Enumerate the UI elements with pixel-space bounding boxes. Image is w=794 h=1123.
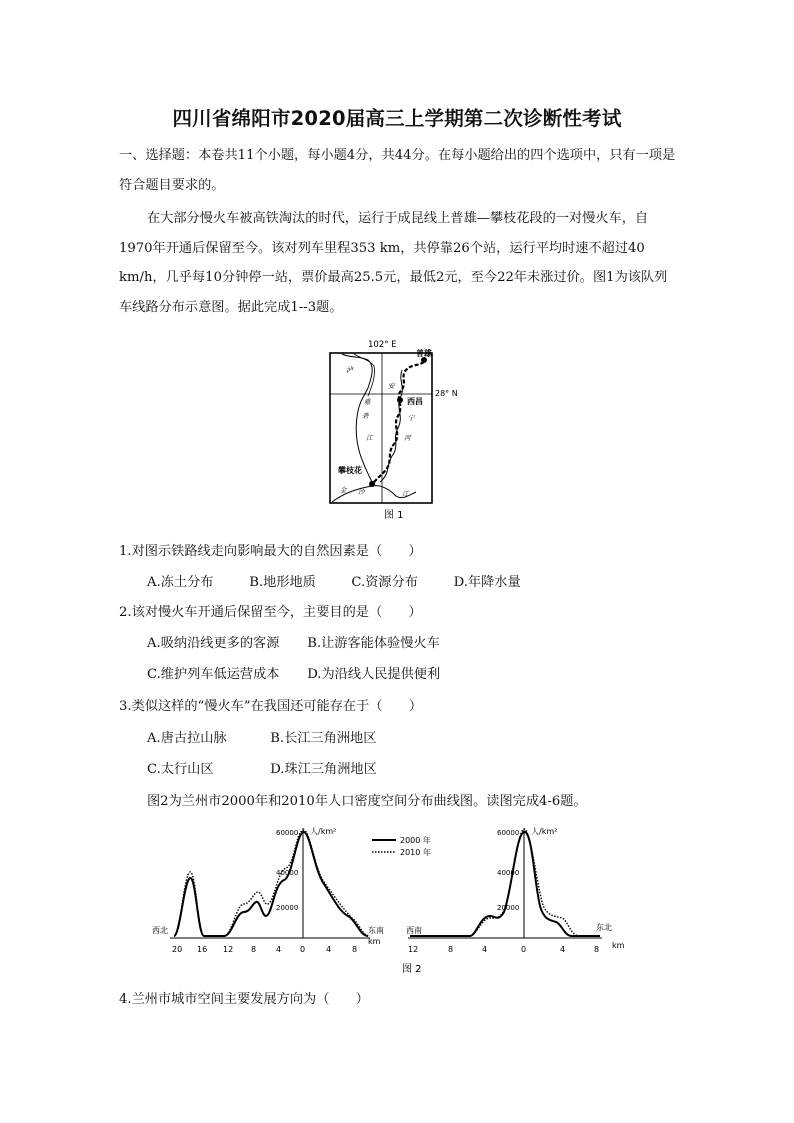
place-xichang: 西昌 <box>407 397 423 406</box>
question-3-options-row1 <box>147 727 376 746</box>
left-curve-2010 <box>174 830 370 936</box>
river-char-4: 雅 <box>364 398 371 406</box>
place-panzhihua: 攀枝花 <box>338 466 362 475</box>
left-xtick-16: 16 <box>197 945 208 954</box>
question-1-stem: 1.对图示铁路线走向影响最大的自然因素是（ ） <box>119 544 422 559</box>
q3-option-a[interactable]: A.唐古拉山脉 <box>147 731 227 746</box>
longitude-label: 102° E <box>368 340 397 350</box>
right-curve-2000 <box>410 832 600 936</box>
latitude-label: 28° N <box>435 389 458 398</box>
left-xtick-12: 12 <box>223 945 234 954</box>
left-xtick-0: 0 <box>300 945 306 954</box>
right-curve-2010 <box>410 829 600 936</box>
river-char-2: 宁 <box>408 414 415 422</box>
left-x-unit: km <box>368 937 381 946</box>
right-ytick-40000: 40000 <box>497 869 520 877</box>
right-xtick-4: 4 <box>482 945 488 954</box>
right-xtick-12: 12 <box>408 945 419 954</box>
left-xtick-20: 20 <box>172 945 183 954</box>
river-char-8: 沙 <box>358 488 365 496</box>
river-char-3: 河 <box>404 434 411 442</box>
xichang-station-marker <box>397 397 403 403</box>
q1-option-d[interactable]: D.年降水量 <box>453 575 521 590</box>
right-ytick-20000: 20000 <box>497 904 520 912</box>
river-char-9: 江 <box>402 490 409 498</box>
q1-option-b[interactable]: B.地形地质 <box>249 575 316 590</box>
q3-option-c[interactable]: C.太行山区 <box>147 762 214 777</box>
river-char-7: 金 <box>340 486 347 494</box>
question-2-options-row2 <box>147 663 440 682</box>
left-xtick-8r: 8 <box>352 945 358 954</box>
question-1-options <box>147 571 521 590</box>
right-x-unit: km <box>612 941 625 950</box>
right-xtick-8: 8 <box>448 945 454 954</box>
question-4-stem: 4.兰州市城市空间主要发展方向为（ ） <box>119 992 369 1007</box>
place-puxiong: 普雄 <box>416 349 432 358</box>
left-dir-east: 东南 <box>368 926 384 935</box>
q2-option-a[interactable]: A.吸纳沿线更多的客源 <box>147 636 280 651</box>
lake-label: 泸 <box>346 366 353 374</box>
right-xtick-8r: 8 <box>594 945 600 954</box>
question-3-stem: 3.类似这样的“慢火车”在我国还可能存在于（ ） <box>119 699 423 714</box>
q1-option-a[interactable]: A.冻土分布 <box>147 575 214 590</box>
q3-option-b[interactable]: B.长江三角洲地区 <box>270 731 377 746</box>
river-char-1: 安 <box>388 382 395 390</box>
q2-option-c[interactable]: C.维护列车低运营成本 <box>147 667 280 682</box>
right-xtick-0: 0 <box>521 945 527 954</box>
left-ylabel: 人/km² <box>310 827 337 836</box>
figure-2-caption: 图 2 <box>402 964 422 975</box>
left-ytick-40000: 40000 <box>276 869 299 877</box>
passage-1: 在大部分慢火车被高铁淘汰的时代，运行于成昆线上普雄—攀枝花段的一对慢火车，自1970年开通后保留至今。该对列车里程353 km，共停靠26个站，运行平均时速不超过40 km/h，几乎每10分钟停一站，票价最高25.5元，最低2元，至今22年未涨过价。图1为该队列车线路分布示意图。据此完成1--3题。 <box>119 211 668 315</box>
river-char-5: 砻 <box>362 412 369 420</box>
figure-1-caption: 图 1 <box>384 510 404 521</box>
left-dir-west: 西北 <box>152 926 168 935</box>
question-3-options-row2 <box>147 758 377 777</box>
page-title: 四川省绵阳市2020届高三上学期第二次诊断性考试 <box>172 107 622 130</box>
section-intro: 一、选择题：本卷共11个小题，每小题4分，共44分。在每小题给出的四个选项中，只有一项是符合题目要求的。 <box>119 148 676 193</box>
q2-option-b[interactable]: B.让游客能体验慢火车 <box>307 636 440 651</box>
question-2-options-row1 <box>147 632 440 651</box>
railway-line <box>370 362 424 486</box>
left-xtick-8: 8 <box>251 945 257 954</box>
panzhihua-station-marker <box>369 481 375 487</box>
q3-option-d[interactable]: D.珠江三角洲地区 <box>270 762 377 777</box>
right-xtick-4r: 4 <box>560 945 566 954</box>
right-dir-west: 西南 <box>406 926 422 935</box>
left-curve-2000 <box>174 832 368 936</box>
q2-option-d[interactable]: D.为沿线人民提供便利 <box>307 667 441 682</box>
right-dir-east: 东北 <box>596 923 612 932</box>
left-ytick-60000: 60000 <box>276 829 299 837</box>
left-xtick-4: 4 <box>276 945 282 954</box>
figure-2-density-curves <box>140 820 630 980</box>
q1-option-c[interactable]: C.资源分布 <box>351 575 418 590</box>
right-ylabel: 人/km² <box>531 827 558 836</box>
figure-1-railway-map <box>320 336 470 526</box>
left-xtick-4r: 4 <box>326 945 332 954</box>
river-char-6: 江 <box>366 434 373 442</box>
left-ytick-20000: 20000 <box>276 904 299 912</box>
legend-label-2010: 2010 年 <box>400 848 431 857</box>
legend-label-2000: 2000 年 <box>400 836 431 845</box>
right-ytick-60000: 60000 <box>497 829 520 837</box>
question-2-stem: 2.该对慢火车开通后保留至今，主要目的是（ ） <box>119 605 422 620</box>
passage-2: 图2为兰州市2000年和2010年人口密度空间分布曲线图。读图完成4-6题。 <box>147 794 587 809</box>
